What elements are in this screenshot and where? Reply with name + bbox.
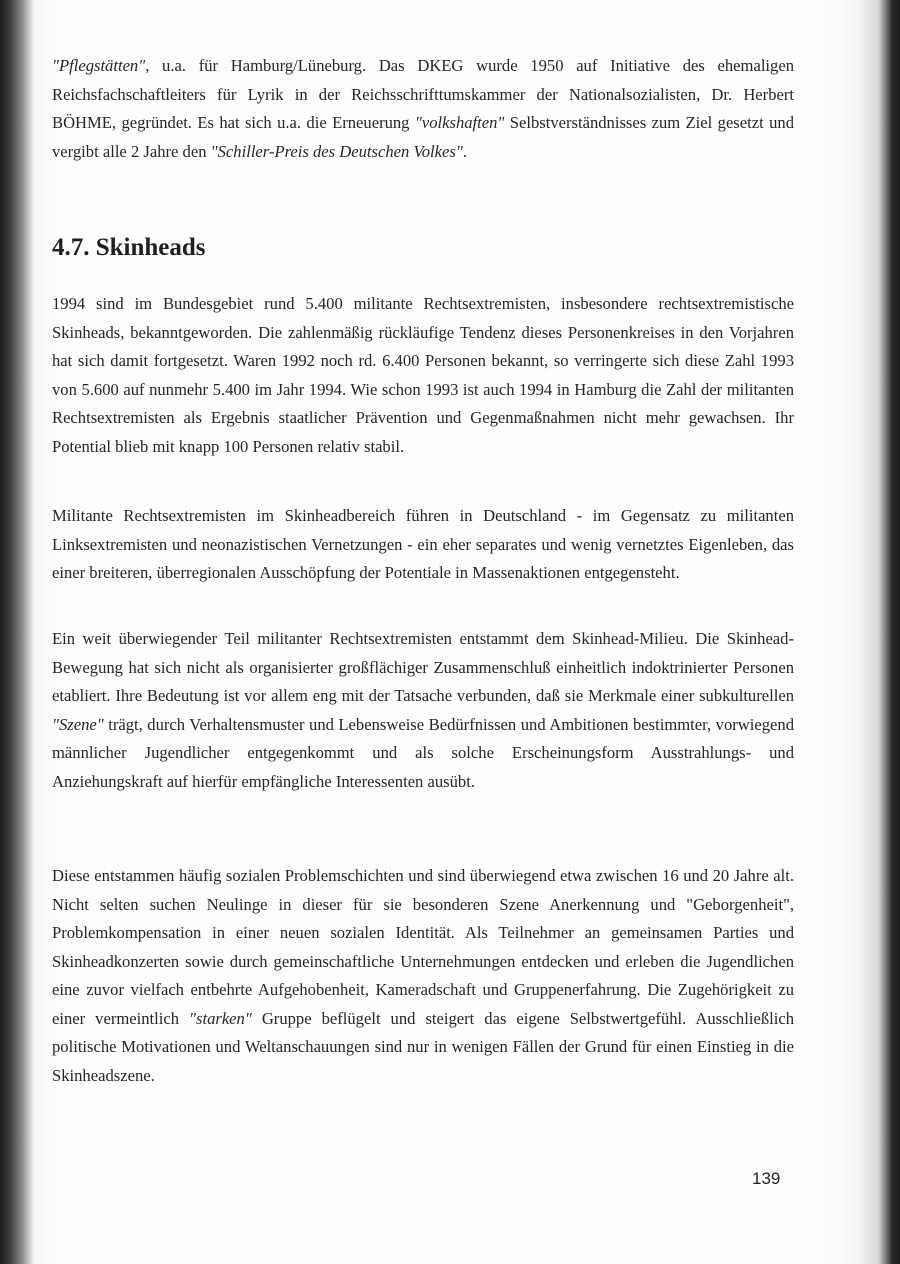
paragraph-2: [52, 502, 794, 588]
paragraph-2-text: Militante Rechtsextremisten im Skinheadbereich führen in Deutschland - im Gegensatz zu militanten Linksextremisten und neonazistischen Vernetzungen - ein eher separates und wenig vernetztes Eigenleben, das einer breiteren, überregionalen Ausschöpfung der Potentiale in Massenaktionen entgegensteht.: [52, 506, 794, 582]
paragraph-3-text-a: Ein weit überwiegender Teil militanter Rechtsextremisten entstammt dem Skinhead-Milieu. Die Skinhead-Bewegung hat sich nicht als organisierter großflächiger Zusammenschluß einheitlich indoktrinierter Personen etabliert. Ihre Bedeutung ist vor allem eng mit der Tatsache verbunden, daß sie Merkmale einer subkulturellen: [52, 629, 794, 705]
book-spine-shadow: [0, 0, 34, 1264]
intro-paragraph: [52, 52, 794, 166]
page-edge-shadow: [878, 0, 900, 1264]
intro-text-3: .: [462, 141, 467, 161]
intro-text-1: , u.a. für Hamburg/Lüneburg. Das DKEG wurde 1950 auf Initiative des ehemaligen Reichsfachschaftleiters für Lyrik in der Reichsschrifttumskammer der Nationalsozialisten, Dr. Herbert BÖHME, gegründet. Es hat sich u.a. die Erneuerung: [52, 56, 794, 132]
quote-szene: "Szene": [52, 714, 104, 734]
quote-starken: "starken": [189, 1008, 252, 1028]
paragraph-4: [52, 862, 794, 1090]
section-heading: 4.7. Skinheads: [52, 234, 206, 261]
page-number: 139: [752, 1169, 781, 1188]
paragraph-1: [52, 290, 794, 461]
quote-volkshaften: "volkshaften": [414, 113, 505, 132]
paragraph-4-text-b: Gruppe beflügelt und steigert das eigene Selbstwertgefühl. Ausschließlich politische Motivationen und Weltanschauungen sind nur in wenigen Fällen der Grund für einen Einstieg in die Skinheadszene.: [52, 1008, 794, 1085]
paragraph-4-text-a: Diese entstammen häufig sozialen Problemschichten und sind überwiegend etwa zwischen 16 und 20 Jahre alt. Nicht selten suchen Neulinge in dieser für sie besonderen Szene Anerkennung und "Geborgenheit", Problemkompensation in einer neuen sozialen Identität. Als Teilnehmer an gemeinsamen Parties und Skinheadkonzerten sowie durch gemeinschaftliche Unternehmungen entdecken und erleben die Jugendlichen eine zuvor vielfach entbehrte Aufgehobenheit, Kameradschaft und Gruppenerfahrung. Die Zugehörigkeit zu einer vermeintlich: [52, 866, 794, 1028]
paragraph-1-text: 1994 sind im Bundesgebiet rund 5.400 militante Rechtsextremisten, insbesondere rechtsextremistische Skinheads, bekanntgeworden. Die zahlenmäßig rückläufige Tendenz dieses Personenkreises in den Vorjahren hat sich damit fortgesetzt. Waren 1992 noch rd. 6.400 Personen bekannt, so verringerte sich diese Zahl 1993 von 5.600 auf nunmehr 5.400 im Jahr 1994. Wie schon 1993 ist auch 1994 in Hamburg die Zahl der militanten Rechtsextremisten als Ergebnis staatlicher Prävention und Gegenmaßnahmen nicht mehr gewachsen. Ihr Potential blieb mit knapp 100 Personen relativ stabil.: [52, 294, 794, 456]
quote-schiller-preis: "Schiller-Preis des Deutschen Volkes": [210, 141, 463, 161]
intro-text-2: Selbstverständnisses zum Ziel gesetzt und vergibt alle 2 Jahre den: [52, 113, 794, 161]
paragraph-3-text-b: trägt, durch Verhaltensmuster und Lebensweise Bedürfnissen und Ambitionen bestimmter, vorwiegend männlicher Jugendlicher entgegenkommt und als solche Erscheinungsform Ausstrahlungs- und Anziehungskraft auf hierfür empfängliche Interessenten ausübt.: [52, 714, 794, 791]
paragraph-3: [52, 625, 794, 796]
quote-pflegstaetten: "Pflegstätten": [52, 56, 146, 75]
